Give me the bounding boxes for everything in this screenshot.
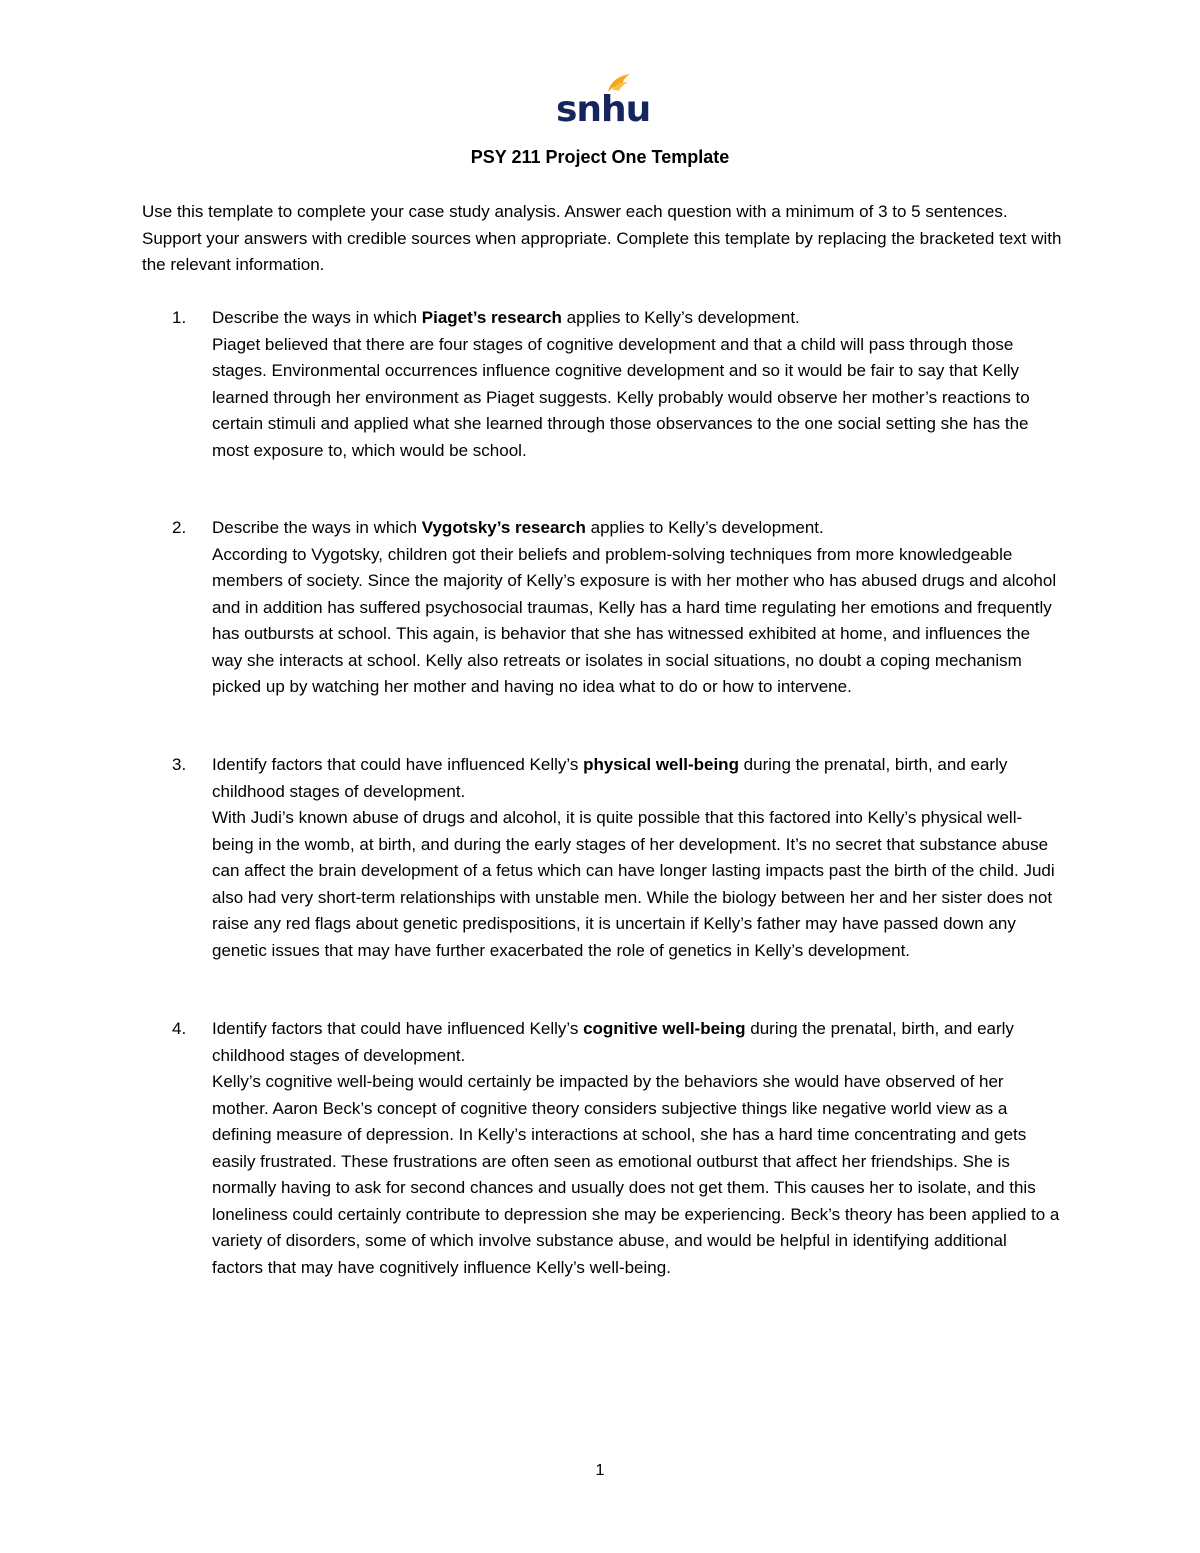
question-item <box>142 305 1062 464</box>
question-answer: Kelly’s cognitive well-being would certainly be impacted by the behaviors she would have observed of her mother. Aaron Beck’s concept of cognitive theory considers subjective things like negative world view as a defining measure of depression. In Kelly’s interactions at school, she has a hard time concentrating and gets easily frustrated. These frustrations are often seen as emotional outburst that affect her friendships. She is normally having to ask for second chances and usually does not get them. This causes her to isolate, and this loneliness could certainly contribute to depression she may be experiencing. Beck’s theory has been applied to a variety of disorders, some of which involve substance abuse, and would be helpful in identifying additional factors that may have cognitively influence Kelly’s well-being. <box>212 1072 1060 1277</box>
question-prompt: Identify factors that could have influenced Kelly’s physical well-being during the prenatal, birth, and early childhood stages of development. <box>212 755 1008 801</box>
question-answer: According to Vygotsky, children got their beliefs and problem-solving techniques from more knowledgeable members of society. Since the majority of Kelly’s exposure is with her mother who has abused drugs and alcohol and in addition has suffered psychosocial traumas, Kelly has a hard time regulating her emotions and frequently has outbursts at school. This again, is behavior that she has witnessed exhibited at home, and influences the way she interacts at school. Kelly also retreats or isolates in social situations, no doubt a coping mechanism picked up by watching her mother and having no idea what to do or how to intervene. <box>212 544 1057 696</box>
page-number: 1 <box>595 1462 605 1479</box>
question-number: 2. <box>172 518 187 537</box>
question-number: 4. <box>172 1019 187 1038</box>
question-answer: With Judi’s known abuse of drugs and alcohol, it is quite possible that this factored into Kelly’s physical well-being in the womb, at birth, and during the early stages of her development. It’s no secret that substance abuse can affect the brain development of a fetus which can have longer lasting impacts past the birth of the child. Judi also had very short-term relationships with unstable men. While the biology between her and her sister does not raise any red flags about genetic predispositions, it is uncertain if Kelly’s father may have passed down any genetic issues that may have further exacerbated the role of genetics in Kelly’s development. <box>212 808 1055 960</box>
question-answer: Piaget believed that there are four stages of cognitive development and that a child will pass through those stages. Environmental occurrences influence cognitive development and so it would be fair to say that Kelly learned through her environment as Piaget suggests. Kelly probably would observe her mother’s reactions to certain stimuli and applied what she learned through those observances to the one social setting she has the most exposure to, which would be school. <box>212 334 1030 460</box>
question-prompt: Describe the ways in which Vygotsky’s research applies to Kelly’s development. <box>212 518 824 537</box>
question-number: 1. <box>172 308 187 327</box>
question-item <box>142 752 1062 964</box>
question-prompt: Identify factors that could have influenced Kelly’s cognitive well-being during the prenatal, birth, and early childhood stages of development. <box>212 1019 1014 1065</box>
logo-wordmark: snhu <box>556 89 651 130</box>
page-title: PSY 211 Project One Template <box>470 147 730 167</box>
question-item <box>142 1016 1062 1281</box>
question-item <box>142 515 1062 701</box>
snhu-logo <box>556 70 651 132</box>
question-prompt: Describe the ways in which Piaget’s research applies to Kelly’s development. <box>212 308 800 327</box>
intro-paragraph: Use this template to complete your case study analysis. Answer each question with a minimum of 3 to 5 sentences. Support your answers with credible sources when appropriate. Complete this template by replacing the bracketed text with the relevant information. <box>142 202 1062 274</box>
question-number: 3. <box>172 755 187 774</box>
